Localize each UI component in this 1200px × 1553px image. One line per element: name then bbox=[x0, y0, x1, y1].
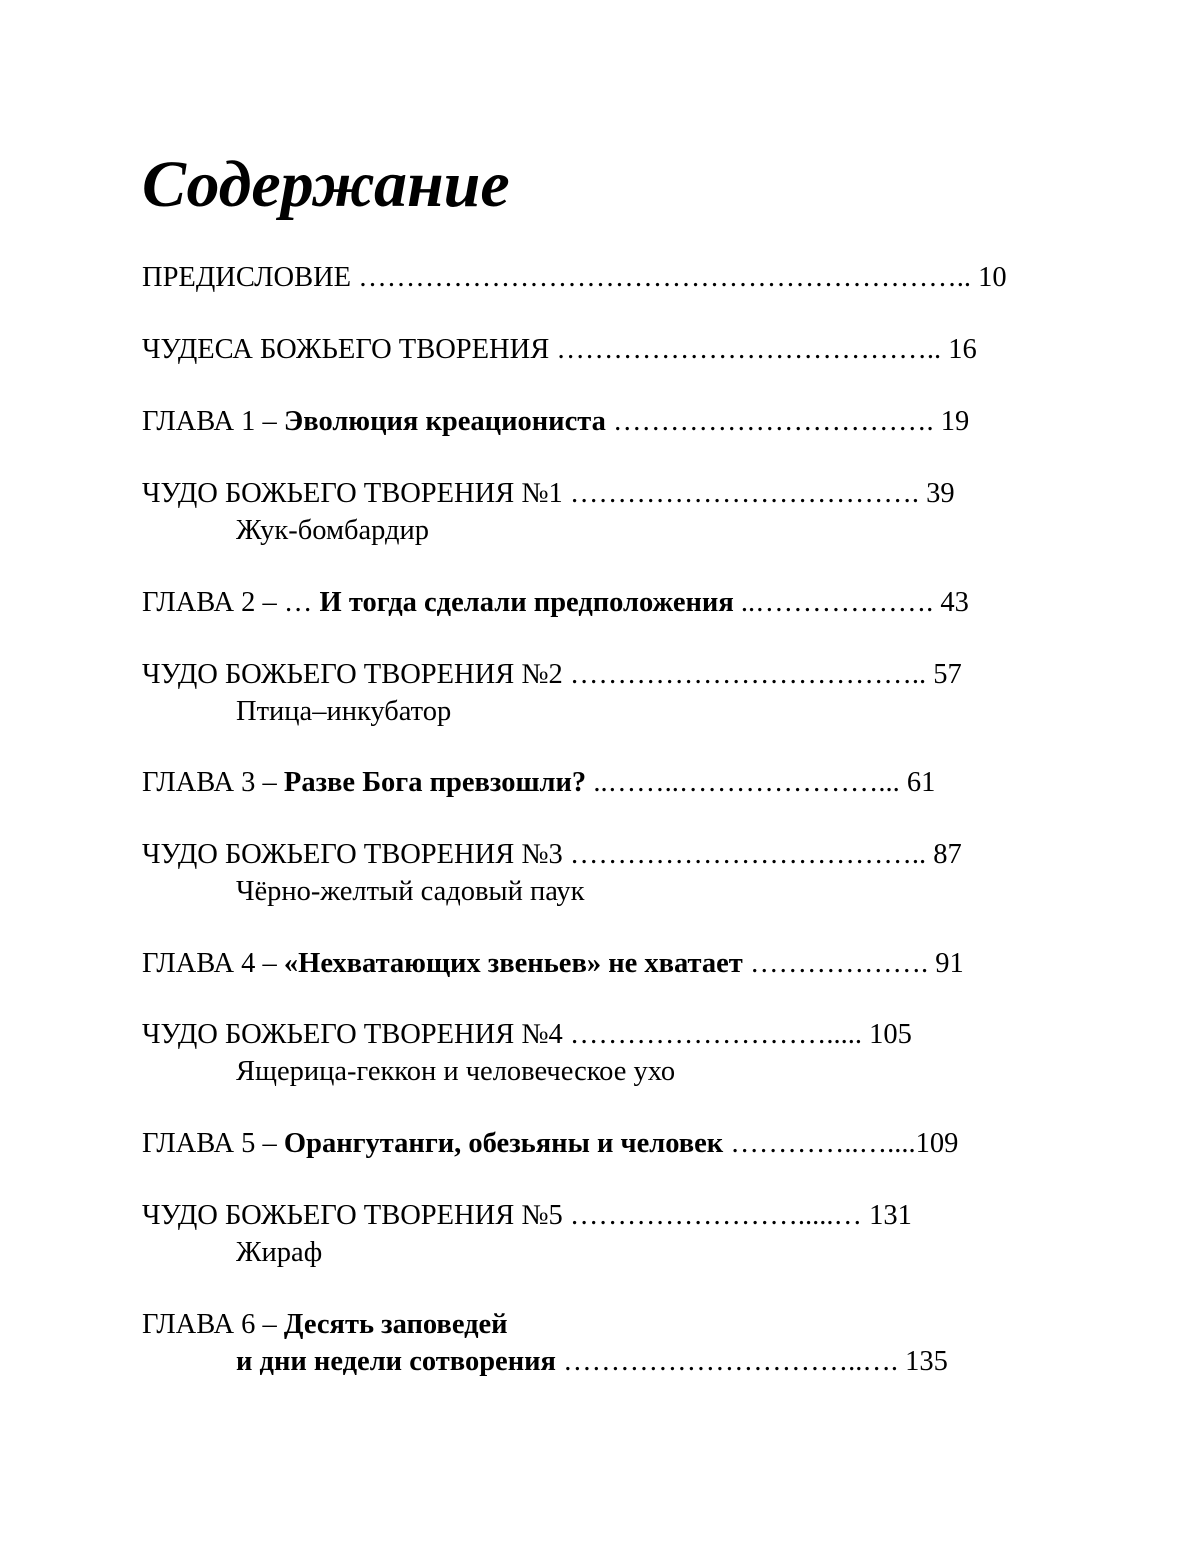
dot-leader: ……………………………….. bbox=[562, 839, 927, 870]
dot-leader: ..……..…………………... bbox=[586, 767, 900, 798]
page-number: 19 bbox=[933, 406, 970, 437]
entry-prefix: ГЛАВА 6 – bbox=[142, 1309, 284, 1340]
page-number: 10 bbox=[970, 262, 1007, 293]
entry-subtitle: Чёрно-желтый садовый паук bbox=[236, 876, 585, 907]
entry-subtitle: Жук-бомбардир bbox=[236, 515, 430, 546]
toc-entry-line bbox=[142, 584, 969, 621]
page-number: 87 bbox=[926, 839, 962, 870]
toc-entry-line-2 bbox=[236, 1343, 948, 1380]
toc-entry-line bbox=[142, 1125, 958, 1162]
entry-prefix: ПРЕДИСЛОВИЕ bbox=[142, 262, 352, 293]
dot-leader: …………………………..…. bbox=[555, 1346, 898, 1377]
toc-entry-line bbox=[142, 259, 1007, 296]
chapter-title: И тогда сделали предположения bbox=[319, 587, 734, 618]
page-number: 131 bbox=[862, 1200, 912, 1231]
dot-leader: ……………………………………………………….. bbox=[351, 262, 971, 293]
entry-subtitle: Птица–инкубатор bbox=[236, 696, 452, 727]
toc-entry-line bbox=[142, 1306, 508, 1343]
dot-leader: ……………………………. bbox=[605, 406, 934, 437]
page-number: 16 bbox=[941, 334, 977, 365]
toc-entry-line bbox=[142, 1016, 912, 1053]
entry-prefix: ЧУДО БОЖЬЕГО ТВОРЕНИЯ №5 bbox=[142, 1200, 563, 1231]
page-number: 135 bbox=[897, 1346, 948, 1377]
entry-prefix: ГЛАВА 3 – bbox=[142, 767, 284, 798]
chapter-title: Разве Бога превзошли? bbox=[283, 767, 587, 798]
dot-leader: ………………………………….. bbox=[549, 334, 942, 365]
toc-entry-line bbox=[142, 403, 969, 440]
entry-prefix: ЧУДО БОЖЬЕГО ТВОРЕНИЯ №2 bbox=[142, 659, 563, 690]
dot-leader: ………………………..... bbox=[562, 1019, 863, 1050]
entry-prefix: ГЛАВА 1 – bbox=[142, 406, 284, 437]
entry-prefix: ГЛАВА 2 – … bbox=[142, 587, 320, 618]
entry-prefix: ЧУДО БОЖЬЕГО ТВОРЕНИЯ №4 bbox=[142, 1019, 563, 1050]
chapter-title: Эволюция креациониста bbox=[283, 406, 606, 437]
page-number: 105 bbox=[862, 1019, 912, 1050]
toc-entry-line bbox=[142, 836, 962, 873]
entry-prefix: ЧУДЕСА БОЖЬЕГО ТВОРЕНИЯ bbox=[142, 334, 550, 365]
page-number: 57 bbox=[926, 659, 962, 690]
toc-entry-line bbox=[142, 656, 962, 693]
page-number: 109 bbox=[915, 1128, 959, 1159]
toc-entry-line bbox=[142, 331, 977, 368]
page-number: 39 bbox=[919, 478, 955, 509]
toc-title: Содержание bbox=[142, 148, 510, 221]
entry-prefix: ЧУДО БОЖЬЕГО ТВОРЕНИЯ №3 bbox=[142, 839, 563, 870]
dot-leader: ………………. bbox=[742, 948, 929, 979]
page-number: 61 bbox=[899, 767, 936, 798]
entry-subtitle: Жираф bbox=[236, 1237, 323, 1268]
dot-leader: ………………………………. bbox=[562, 478, 920, 509]
toc-entry-line bbox=[142, 764, 935, 801]
entry-subtitle: Ящерица-геккон и человеческое ухо bbox=[236, 1056, 676, 1087]
page-number: 91 bbox=[928, 948, 964, 979]
chapter-title-continued: и дни недели сотворения bbox=[236, 1346, 556, 1377]
toc-entry-line bbox=[142, 945, 964, 982]
toc-entry-line bbox=[142, 475, 955, 512]
entry-prefix: ГЛАВА 4 – bbox=[142, 948, 284, 979]
toc-entry-line bbox=[142, 1197, 912, 1234]
chapter-title: «Нехватающих звеньев» не хватает bbox=[283, 948, 743, 979]
dot-leader: ..………………. bbox=[733, 587, 934, 618]
dot-leader: ……………………………….. bbox=[562, 659, 927, 690]
chapter-title: Орангутанги, обезьяны и человек bbox=[283, 1128, 724, 1159]
entry-prefix: ЧУДО БОЖЬЕГО ТВОРЕНИЯ №1 bbox=[142, 478, 563, 509]
dot-leader: …………..….... bbox=[723, 1128, 916, 1159]
dot-leader: …………………….....… bbox=[562, 1200, 863, 1231]
chapter-title: Десять заповедей bbox=[283, 1309, 508, 1340]
page-number: 43 bbox=[933, 587, 969, 618]
entry-prefix: ГЛАВА 5 – bbox=[142, 1128, 284, 1159]
